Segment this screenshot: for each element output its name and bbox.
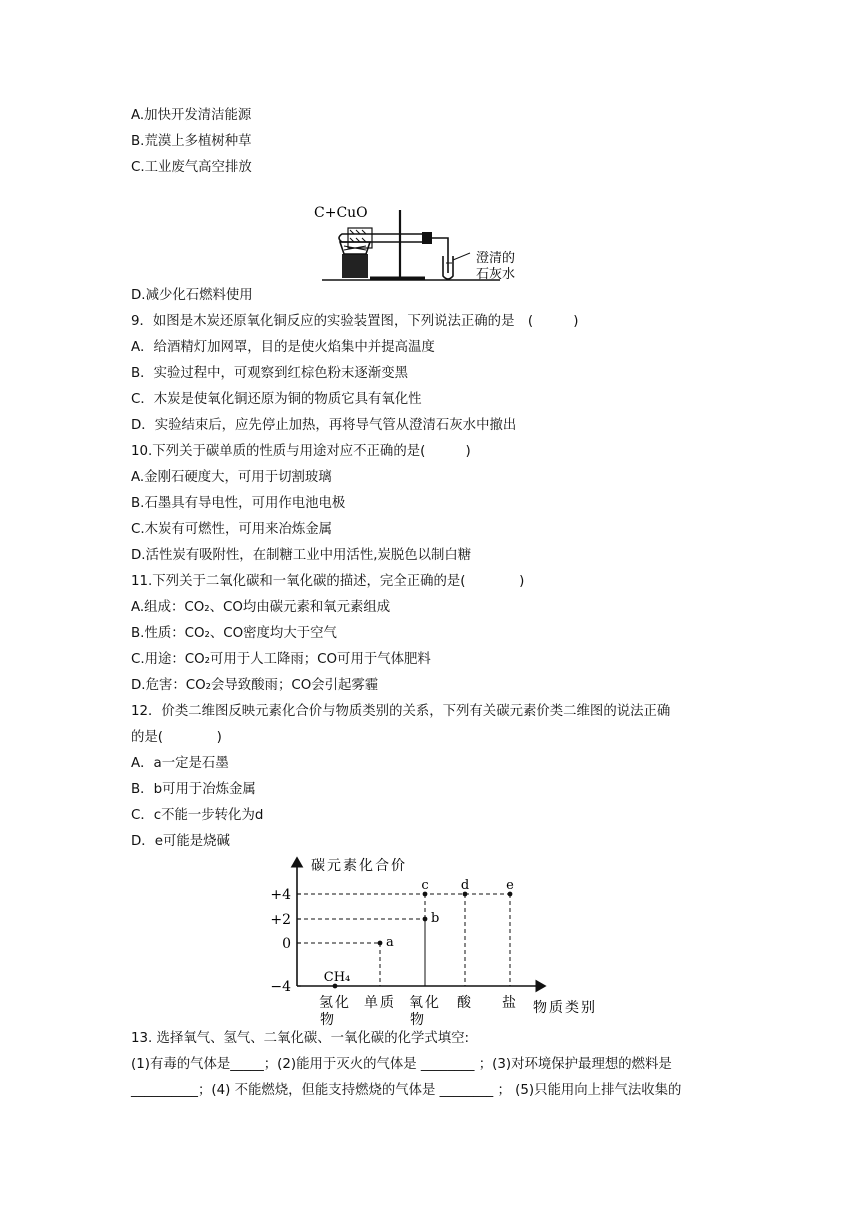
y-tick-label: +4 [270, 887, 291, 903]
q8-option-d: D.减少化石燃料使用 [131, 288, 253, 303]
point-label: CH₄ [323, 970, 351, 985]
q11-stem: 11.下列关于二氧化碳和一氧化碳的描述，完全正确的是( ) [131, 574, 525, 589]
y-axis-title: 碳元素化合价 [311, 858, 407, 874]
q11-option-a: A.组成：CO₂、CO均由碳元素和氧元素组成 [131, 600, 391, 615]
q12-stem-line1: 12．价类二维图反映元素化合价与物质类别的关系，下列有关碳元素价类二维图的说法正确 [131, 704, 671, 719]
x-category-label: 氢化 [319, 995, 351, 1011]
apparatus-figure [300, 198, 545, 288]
q12-option-c: C．c不能一步转化为d [131, 808, 264, 823]
q9-stem: 9．如图是木炭还原氧化铜反应的实验装置图，下列说法正确的是 ( ) [131, 314, 579, 329]
point-label: a [386, 935, 394, 950]
q13-line1: (1)有毒的气体是_____；(2)能用于灭火的气体是 ________ ；(3)对环境保护最理想的燃料是 [131, 1057, 672, 1072]
point-label: d [460, 878, 470, 893]
y-tick-label: 0 [282, 936, 291, 952]
x-category-label: 氧化 [409, 995, 441, 1011]
x-category-label-wrap: 物 [320, 1012, 334, 1028]
point-label: b [431, 911, 440, 926]
q12-stem-line2: 的是( ) [131, 730, 222, 745]
q10-option-d: D.活性炭有吸附性，在制糖工业中用活性,炭脱色以制白糖 [131, 548, 472, 563]
valence-category-chart [255, 852, 630, 1030]
q9-option-a: A．给酒精灯加网罩，目的是使火焰集中并提高温度 [131, 340, 435, 355]
lime-water-label-1: 澄清的 [476, 251, 516, 266]
q10-option-a: A.金刚石硬度大，可用于切割玻璃 [131, 470, 332, 485]
q9-option-c: C．木炭是使氧化铜还原为铜的物质它具有氧化性 [131, 392, 422, 407]
q9-option-d: D．实验结束后，应先停止加热，再将导气管从澄清石灰水中撤出 [131, 418, 517, 433]
alcohol-lamp [342, 254, 368, 278]
q10-stem: 10.下列关于碳单质的性质与用途对应不正确的是( ) [131, 444, 471, 459]
x-category-label-wrap: 物 [410, 1012, 424, 1028]
x-category-label: 酸 [457, 995, 473, 1011]
q10-option-b: B.石墨具有导电性，可用作电池电极 [131, 496, 346, 511]
point-label: e [506, 878, 514, 893]
q12-option-b: B．b可用于冶炼金属 [131, 782, 256, 797]
x-axis-title: 物质类别 [533, 1000, 597, 1016]
q13-line2: __________；(4) 不能燃烧，但能支持燃烧的气体是 ________ ； (5)只能用向上排气法收集的 [131, 1083, 682, 1098]
q12-option-d: D．e可能是烧碱 [131, 834, 230, 849]
q12-option-a: A．a一定是石墨 [131, 756, 229, 771]
q9-option-b: B．实验过程中，可观察到红棕色粉末逐渐变黑 [131, 366, 408, 381]
lime-water-label-2: 石灰水 [476, 267, 516, 282]
q10-option-c: C.木炭有可燃性，可用来冶炼金属 [131, 522, 333, 537]
reactant-label: C+CuO [314, 205, 368, 221]
y-tick-label: +2 [270, 912, 291, 928]
q11-option-c: C.用途：CO₂可用于人工降雨；CO可用于气体肥料 [131, 652, 431, 667]
q11-option-b: B.性质：CO₂、CO密度均大于空气 [131, 626, 337, 641]
y-tick-label: −4 [270, 979, 291, 995]
x-category-label: 盐 [502, 995, 518, 1011]
point-a [378, 941, 383, 946]
q11-option-d: D.危害：CO₂会导致酸雨；CO会引起雾霾 [131, 678, 379, 693]
q8-option-b: B.荒漠上多植树种草 [131, 134, 252, 149]
point-label: c [421, 878, 429, 893]
point-b [423, 917, 428, 922]
q13-stem: 13. 选择氧气、氢气、二氧化碳、一氧化碳的化学式填空: [131, 1031, 470, 1046]
x-category-label: 单质 [364, 995, 396, 1011]
q8-option-a: A.加快开发清洁能源 [131, 108, 252, 123]
q8-option-c: C.工业废气高空排放 [131, 160, 252, 175]
